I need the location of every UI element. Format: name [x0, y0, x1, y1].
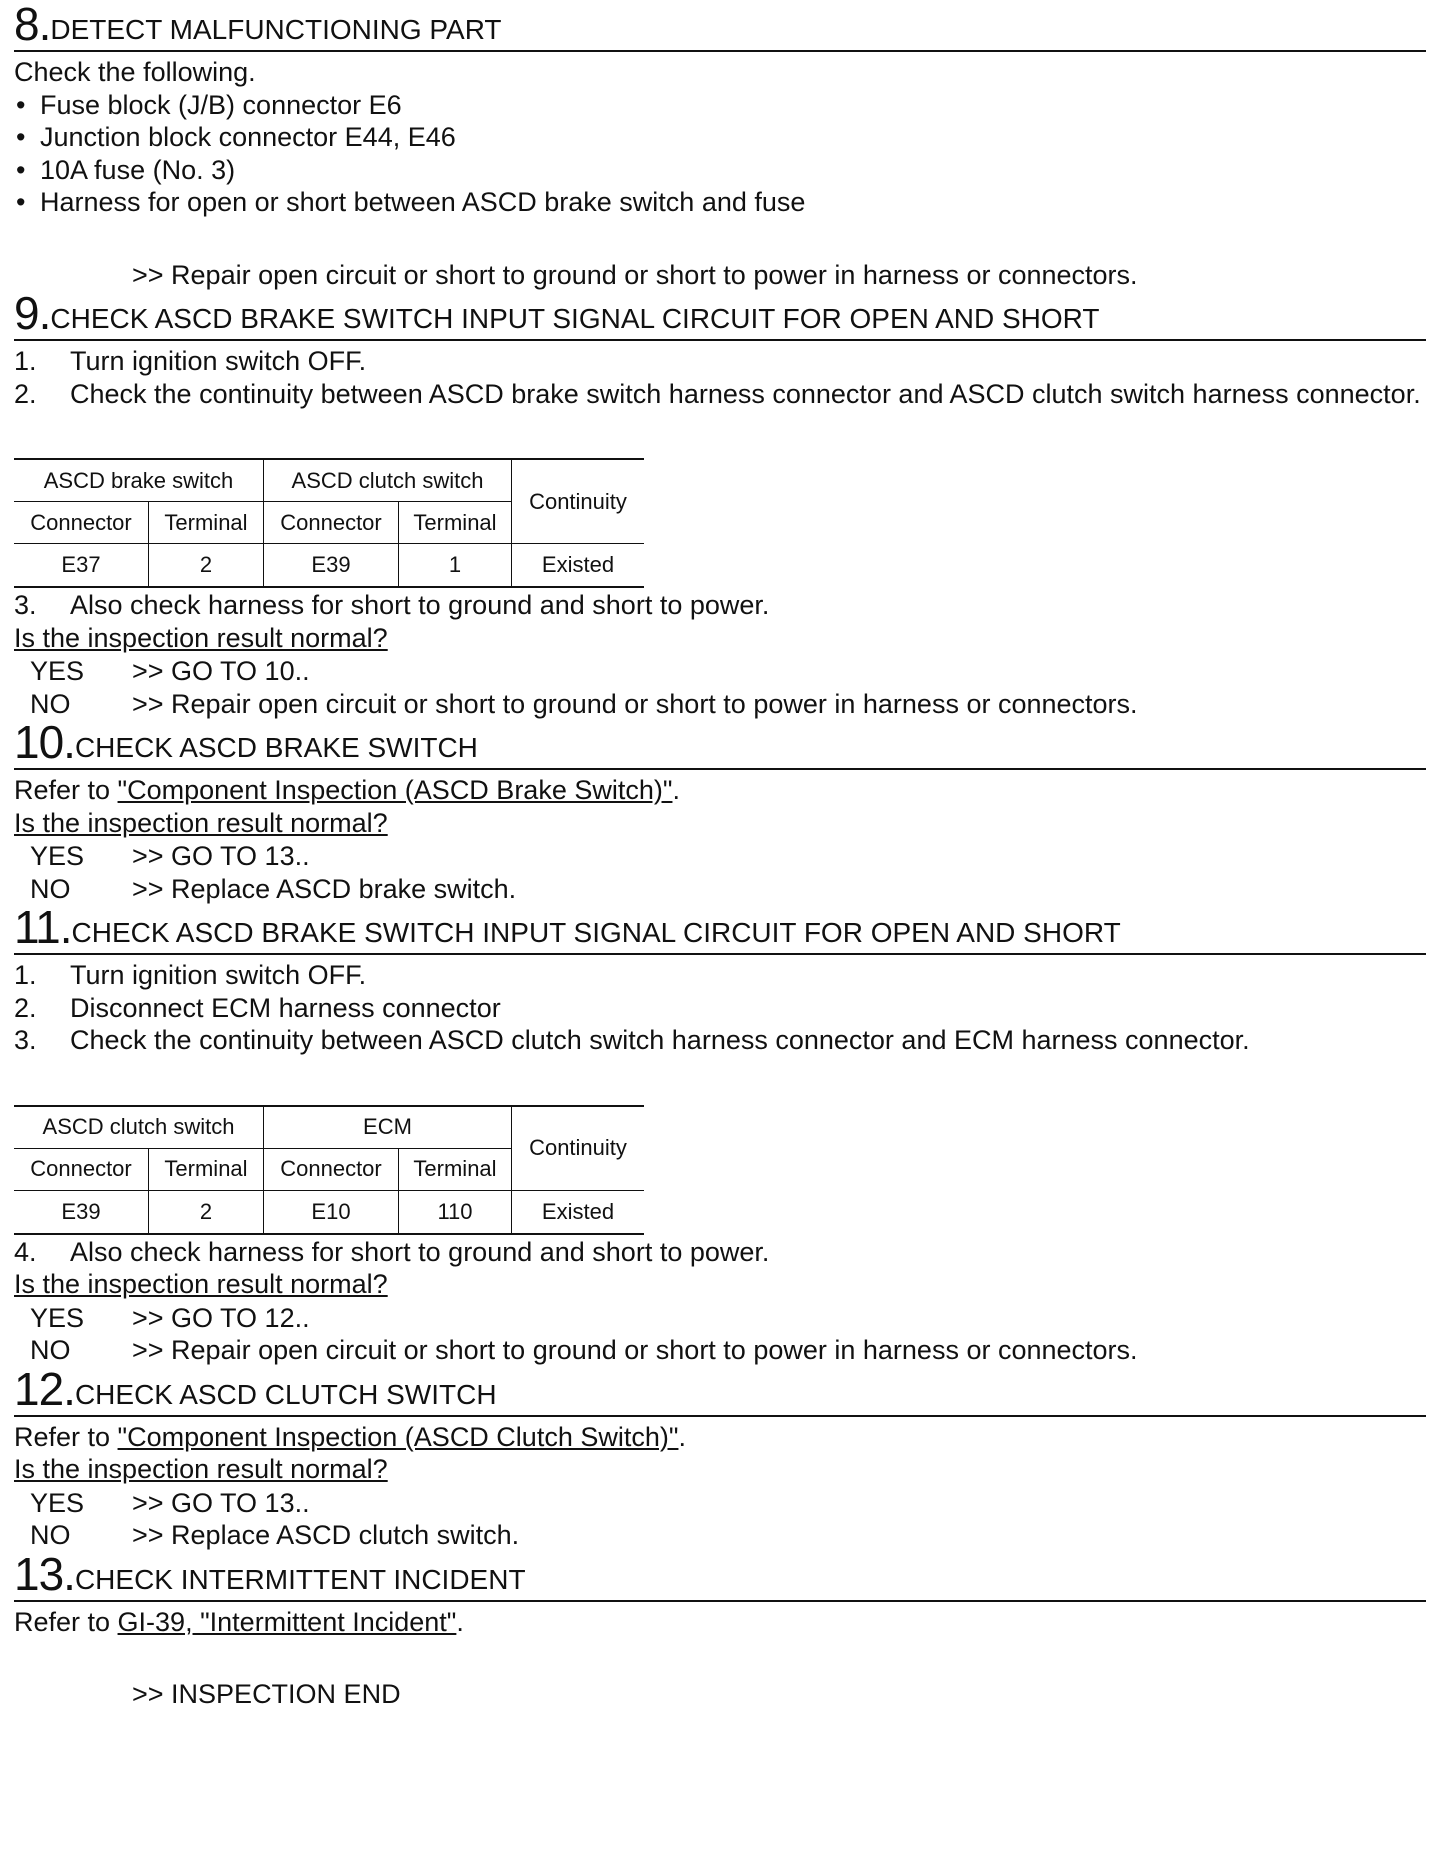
table-header: Terminal	[149, 502, 264, 544]
step-11-header	[14, 901, 1426, 955]
no-branch: NO >> Repair open circuit or short to ground or short to power in harness or connectors.	[30, 1335, 1138, 1365]
yes-branch: YES >> GO TO 12..	[30, 1302, 310, 1333]
step-number: 11.	[14, 901, 72, 953]
list-item: • 10A fuse (No. 3)	[16, 154, 236, 185]
table-header: Continuity	[512, 459, 645, 544]
table-header: Terminal	[149, 1148, 264, 1190]
table-header: Connector	[264, 1148, 399, 1190]
no-branch: NO >> Replace ASCD brake switch.	[30, 873, 517, 904]
continuity-table	[14, 1105, 644, 1235]
step-result: >> INSPECTION END	[132, 1679, 401, 1709]
inspection-question: Is the inspection result normal?	[14, 622, 388, 653]
inspection-question: Is the inspection result normal?	[14, 1454, 388, 1484]
step-number: 10.	[14, 716, 75, 768]
step-number: 9.	[14, 287, 51, 339]
list-item: • Harness for open or short between ASCD brake switch and fuse	[16, 187, 806, 217]
table-header: Terminal	[399, 1148, 512, 1190]
table-cell: 1	[399, 544, 512, 588]
inspection-question: Is the inspection result normal?	[14, 807, 388, 838]
list-item: 3. Check the continuity between ASCD clutch switch harness connector and ECM harness connector.	[14, 1025, 1250, 1055]
table-header: ECM	[264, 1106, 512, 1149]
table-header: Connector	[14, 1148, 149, 1190]
step-number: 8.	[14, 0, 51, 50]
bullet-icon: •	[16, 154, 26, 185]
table-header: Connector	[264, 502, 399, 544]
table-cell: Existed	[512, 1190, 645, 1234]
step-title: CHECK ASCD CLUTCH SWITCH	[74, 1378, 497, 1410]
step-title: CHECK ASCD BRAKE SWITCH INPUT SIGNAL CIRCUIT FOR OPEN AND SHORT	[71, 917, 1121, 948]
step-13-header	[14, 1547, 1426, 1602]
yes-branch: YES >> GO TO 13..	[30, 1487, 310, 1518]
list-item: 3. Also check harness for short to ground and short to power.	[14, 590, 770, 620]
table-cell: 2	[149, 1190, 264, 1234]
refer-line: Refer to "Component Inspection (ASCD Clutch Switch)".	[14, 1421, 686, 1452]
component-inspection-link[interactable]: "Component Inspection (ASCD Brake Switch)"	[117, 775, 673, 805]
step-number: 12.	[14, 1362, 75, 1415]
list-item: 2. Disconnect ECM harness connector	[14, 992, 501, 1023]
step-title: CHECK ASCD BRAKE SWITCH INPUT SIGNAL CIRCUIT FOR OPEN AND SHORT	[50, 303, 1100, 334]
step-10-header	[14, 716, 1426, 770]
yes-branch: YES >> GO TO 10..	[30, 656, 310, 686]
list-item: 1. Turn ignition switch OFF.	[14, 960, 367, 990]
list-item: • Fuse block (J/B) connector E6	[16, 89, 402, 120]
component-inspection-link[interactable]: "Component Inspection (ASCD Clutch Switch)"	[117, 1421, 679, 1452]
yes-branch: YES >> GO TO 13..	[30, 841, 310, 871]
step-8-header	[14, 2, 1426, 52]
step-title: CHECK INTERMITTENT INCIDENT	[74, 1563, 526, 1595]
table-cell: 2	[149, 544, 264, 588]
table-cell: Existed	[512, 544, 645, 588]
table-header: Terminal	[399, 502, 512, 544]
intermittent-incident-link[interactable]: GI-39, "Intermittent Incident"	[117, 1606, 457, 1637]
list-item: 1. Turn ignition switch OFF.	[14, 346, 367, 376]
table-cell: E39	[264, 544, 399, 588]
list-item: 4. Also check harness for short to ground and short to power.	[14, 1236, 770, 1267]
step-12-header	[14, 1362, 1426, 1417]
no-branch: NO >> Repair open circuit or short to ground or short to power in harness or connectors.	[30, 688, 1138, 719]
continuity-table	[14, 458, 644, 588]
table-cell: E10	[264, 1190, 399, 1234]
bullet-icon: •	[16, 89, 26, 120]
no-branch: NO >> Replace ASCD clutch switch.	[30, 1520, 520, 1550]
table-header: Connector	[14, 502, 149, 544]
check-intro: Check the following.	[14, 57, 256, 87]
step-9-header	[14, 287, 1426, 341]
table-cell: 110	[399, 1190, 512, 1234]
list-item: 2. Check the continuity between ASCD brake switch harness connector and ASCD clutch switch harness connector.	[14, 378, 1421, 409]
step-result: >> Repair open circuit or short to ground or short to power in harness or connectors.	[132, 259, 1138, 290]
bullet-icon: •	[16, 122, 26, 152]
table-cell: E37	[14, 544, 149, 588]
step-title: DETECT MALFUNCTIONING PART	[50, 14, 502, 45]
inspection-question: Is the inspection result normal?	[14, 1269, 388, 1299]
list-item: • Junction block connector E44, E46	[16, 122, 456, 152]
refer-line: Refer to "Component Inspection (ASCD Brake Switch)".	[14, 775, 680, 805]
bullet-icon: •	[16, 187, 26, 217]
refer-line: Refer to GI-39, "Intermittent Incident".	[14, 1606, 464, 1637]
table-header: ASCD clutch switch	[14, 1106, 264, 1149]
table-cell: E39	[14, 1190, 149, 1234]
step-number: 13.	[14, 1547, 75, 1600]
table-row	[14, 1190, 644, 1234]
document-page	[14, 0, 1426, 1711]
table-header: ASCD clutch switch	[264, 459, 512, 502]
table-header: ASCD brake switch	[14, 459, 264, 502]
table-row	[14, 544, 644, 588]
step-title: CHECK ASCD BRAKE SWITCH	[74, 732, 478, 763]
table-header: Continuity	[512, 1106, 645, 1191]
